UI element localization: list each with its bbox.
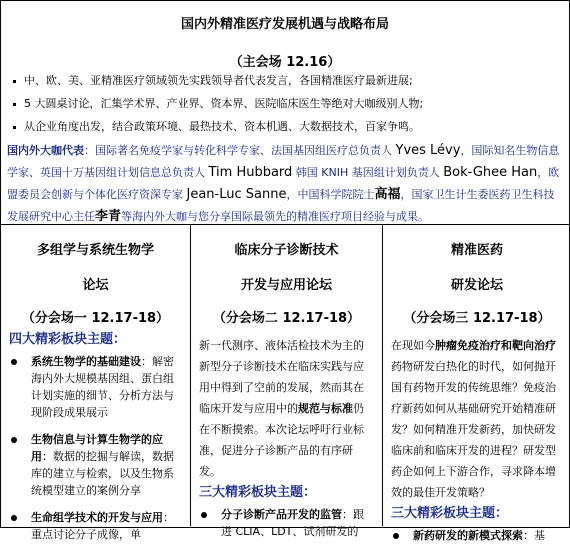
column-heading: 四大精彩板块主题： [9, 332, 127, 347]
column-session: （分会场一 12.17-18） [21, 311, 170, 326]
column-session: （分会场二 12.17-18） [212, 311, 361, 326]
list-item: 新药研发的新模式探索：基 [391, 527, 563, 544]
main-venue-date: （主会场 12.16） [229, 55, 341, 70]
round-bullet-icon [11, 515, 17, 521]
sub-venue-column-2 [191, 225, 383, 538]
square-bullet-icon [13, 126, 16, 129]
speakers-label: 国内外大咖代表 [7, 144, 84, 157]
list-item: 系统生物学的基础建设：解密海内外大规模基因组、蛋白组计划实施的细节、分析方法与现阶段成果展示 [9, 353, 182, 421]
sub-venue-table [1, 225, 569, 542]
square-bullet-icon [13, 103, 16, 106]
round-bullet-icon [201, 512, 207, 518]
column-title: 精准医药 [450, 243, 503, 258]
column-title: 多组学与系统生物学 [36, 243, 154, 258]
column-title: 临床分子诊断技术 [234, 243, 339, 258]
agenda-bullet: 中、欧、美、亚精准医疗领域领先实践领导者代表发言，各国精准医疗最新进展; [7, 69, 563, 92]
round-bullet-icon [11, 437, 17, 443]
agenda-bullet: 从企业角度出发，结合政策环境、最热技术、资本机遇、大数据技术，百家争鸣。 [7, 115, 563, 138]
column-forum: 研发论坛 [450, 278, 503, 293]
column-forum: 开发与应用论坛 [240, 278, 332, 293]
list-item: 生物信息与计算生物学的应用：数据的挖掘与解读，数据库的建立与检索，以及生物系统模型建立的案例分享 [9, 431, 182, 499]
list-item: 生命组学技术的开发与应用：重点讨论分子成像，单 [9, 509, 182, 543]
column-description: 在现如今肿瘤免疫治疗和靶向治疗药物研发白热化的时代，如何抛开国有药物开发的传统思维？免疫治疗新药如何从基础研究开始精准研发？如何精准开发新药，加快研发临床前和临床开发的进程？研发型药企如何上下游合作，寻求降本增效的最佳开发策略？ [391, 339, 556, 499]
sub-venue-column-1 [1, 225, 191, 541]
agenda-bullet: 5 大圆桌讨论，汇集学术界、产业界、资本界、医院临床医生等绝对大咖级别人物; [7, 92, 563, 115]
column-heading: 三大精彩板块主题： [391, 506, 509, 521]
speaker-name: Yves Lévy [395, 143, 461, 158]
column-forum: 论坛 [82, 278, 109, 293]
sub-venue-column-3 [383, 225, 569, 542]
speakers-paragraph: 国内外大咖代表：国际著名免疫学家与转化科学专家、法国基因组医疗总负责人 Yves Lévy，国际知名生物信息学家、英国十万基因组计划信息总负责人 Tim Hubbard 韩国 KNIH 基因组计划负责人 Bok-Ghee Han，欧盟委员会创新与个体化医疗资深专家 Jean-Luc Sanne，中国科学院院士高福，国家卫生计生委医药卫生科技发展研究中心主任李青等海内外大咖与您分享国际最领先的精准医疗项目经验与成果。 [7, 143, 560, 224]
list-item: 分子诊断产品开发的监管：跟进 CLIA、LDT、试剂研发的 [199, 506, 374, 540]
column-description: 新一代测序、液体活检技术为主的新型分子诊断技术在临床实践与应用中得到了空前的发展，然而其在临床开发与应用中的规范与标准仍在不断摸索。本次论坛呼吁行业标准，促进分子诊断产品的有序研发。 [199, 339, 364, 478]
speaker-name: 李青 [95, 209, 122, 224]
square-bullet-icon [13, 80, 16, 83]
speaker-name: 高福 [374, 187, 401, 202]
speaker-name: Bok-Ghee Han [443, 165, 538, 180]
speaker-name: Tim Hubbard [208, 165, 293, 180]
page-title: 国内外精准医疗发展机遇与战略布局 [180, 17, 389, 32]
round-bullet-icon [11, 359, 17, 365]
column-session: （分会场三 12.17-18） [403, 311, 551, 326]
column-heading: 三大精彩板块主题： [199, 485, 317, 500]
speaker-name: Jean-Luc Sanne [186, 187, 287, 202]
round-bullet-icon [393, 533, 399, 539]
main-venue-section [1, 1, 569, 225]
